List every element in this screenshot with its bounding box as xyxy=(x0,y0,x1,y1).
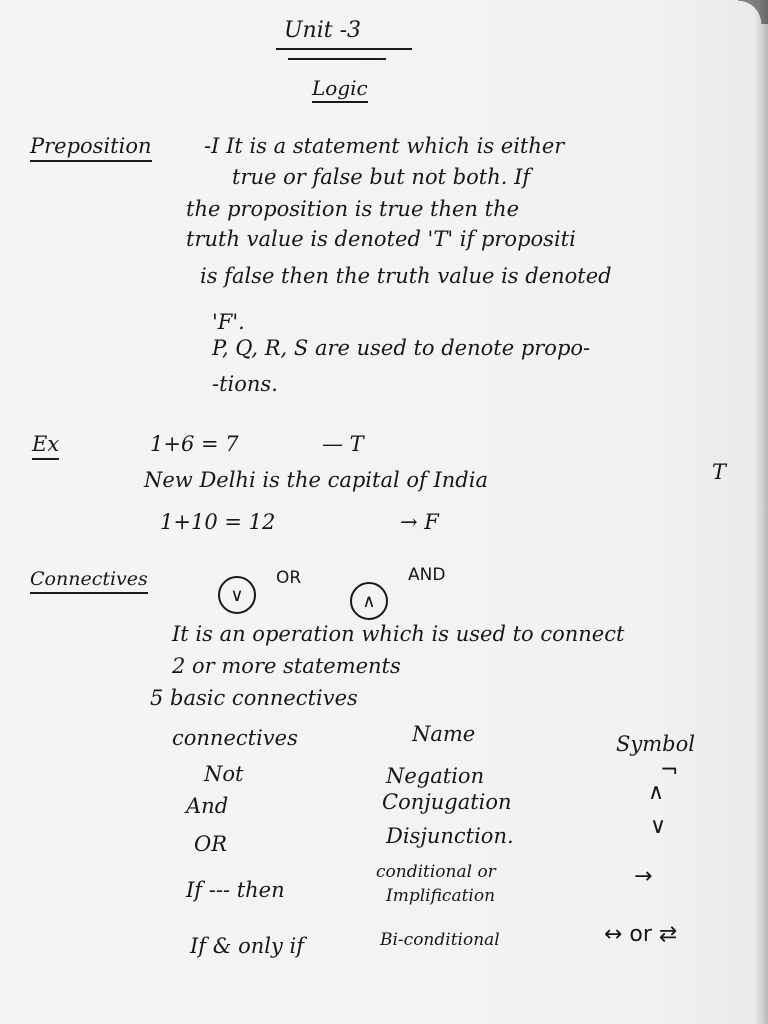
table-header-connectives: connectives xyxy=(172,726,298,750)
or-label: OR xyxy=(276,568,302,588)
table-header-name: Name xyxy=(412,722,476,746)
table-row-symbol: → xyxy=(634,864,653,889)
table-row-symbol: ↔ or ⇄ xyxy=(604,922,678,947)
proposition-line: true or false but not both. If xyxy=(232,165,531,189)
example-item: 1+10 = 12 xyxy=(160,510,276,534)
table-row-name: Conjugation xyxy=(382,790,512,814)
example-item: New Delhi is the capital of India xyxy=(144,468,488,492)
and-circle: ∧ xyxy=(350,582,388,620)
connectives-line: 2 or more statements xyxy=(172,654,401,678)
table-row-connective: And xyxy=(186,794,229,818)
page-corner-shadow xyxy=(738,0,768,24)
proposition-line: -tions. xyxy=(212,372,278,396)
example-item-value: → F xyxy=(400,510,439,534)
page-edge-shadow xyxy=(754,0,768,1024)
page-subtitle: Logic xyxy=(312,78,368,103)
table-row-connective: OR xyxy=(194,832,228,856)
table-row-name: conditional or xyxy=(376,862,496,882)
proposition-line: P, Q, R, S are used to denote propo- xyxy=(212,336,591,360)
proposition-line: truth value is denoted 'T' if propositi xyxy=(186,227,576,251)
table-row-connective: If & only if xyxy=(190,934,305,958)
table-row-symbol: ¬ xyxy=(660,758,679,783)
or-circle: ∨ xyxy=(218,576,256,614)
proposition-line: 'F'. xyxy=(212,310,245,334)
proposition-line: is false then the truth value is denoted xyxy=(200,264,612,288)
table-row-symbol: ∧ xyxy=(648,780,665,805)
example-item-value: T xyxy=(712,460,727,484)
table-header-symbol: Symbol xyxy=(616,732,695,756)
title-underline xyxy=(276,48,412,50)
example-item-value: — T xyxy=(322,432,364,456)
table-row-name: Negation xyxy=(386,764,485,788)
table-row-name-secondary: Implification xyxy=(386,886,496,906)
table-row-name: Bi-conditional xyxy=(380,930,500,950)
title-underline-2 xyxy=(288,58,386,60)
example-item: 1+6 = 7 xyxy=(150,432,239,456)
proposition-line: the proposition is true then the xyxy=(186,197,520,221)
table-row-symbol: ∨ xyxy=(650,814,667,839)
connectives-line: It is an operation which is used to connect xyxy=(172,622,625,646)
page-title: Unit -3 xyxy=(284,18,362,43)
table-row-name: Disjunction. xyxy=(386,824,514,848)
connectives-heading: Connectives xyxy=(30,570,148,594)
example-label: Ex xyxy=(32,434,59,460)
table-row-connective: If --- then xyxy=(186,878,285,902)
proposition-term: Preposition xyxy=(30,136,152,162)
table-row-connective: Not xyxy=(204,762,244,786)
connectives-line: 5 basic connectives xyxy=(150,686,358,710)
proposition-line: -I It is a statement which is either xyxy=(204,134,565,158)
and-label: AND xyxy=(408,565,446,585)
